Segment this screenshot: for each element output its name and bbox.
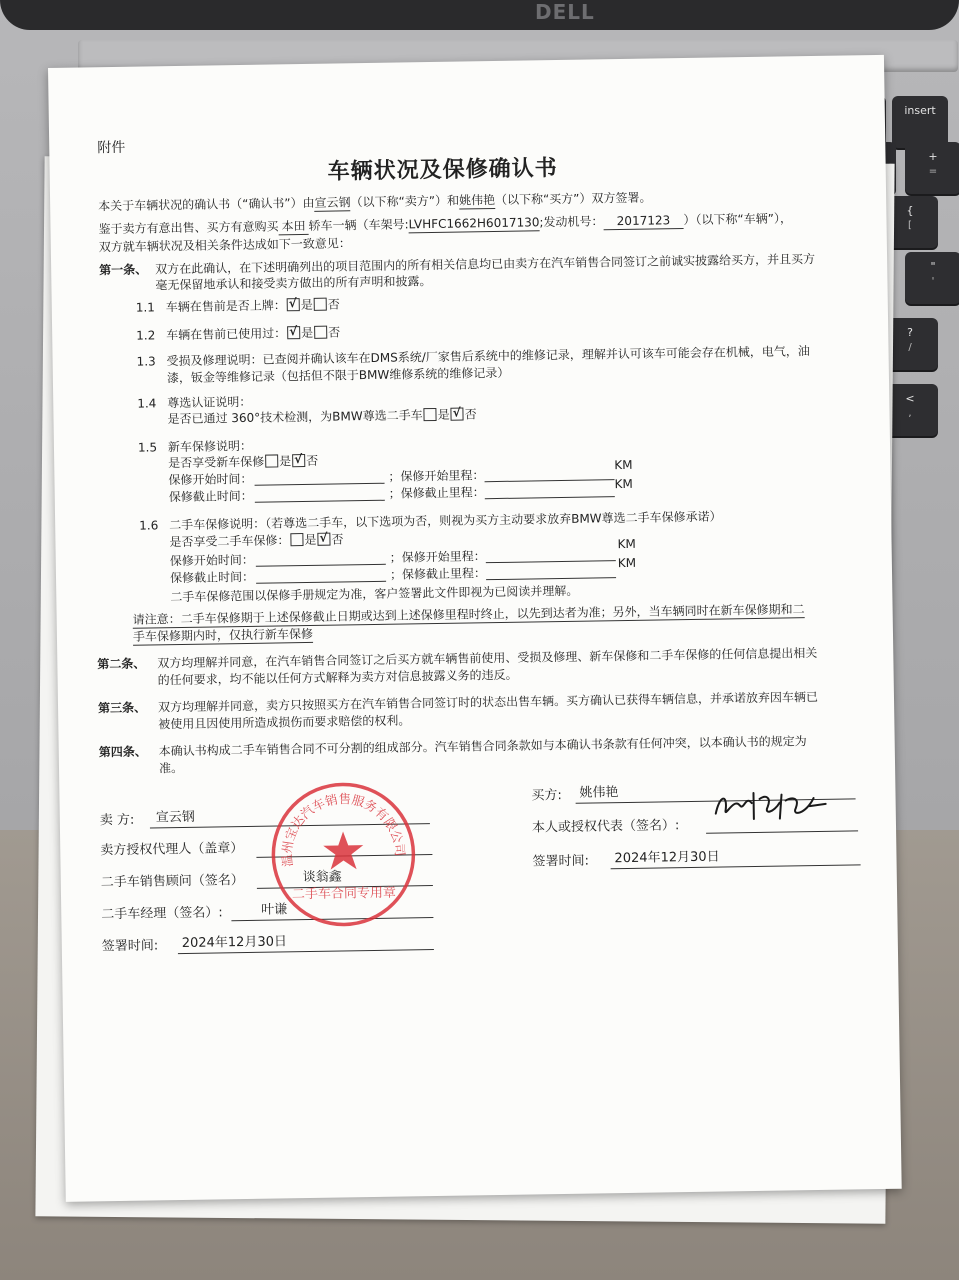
used-warranty-yes-checkbox[interactable]: [290, 533, 303, 546]
article-1-text-2: 毫无保留地承认和接受卖方做出的所有声明和披露。: [155, 274, 432, 293]
key-slash[interactable]: ? /: [882, 318, 938, 370]
rep-sign-label: 本人或授权代表（签名）:: [531, 818, 680, 836]
manager-sign-label: 二手车经理（签名）:: [101, 905, 223, 923]
item-1-3-no: 1.3: [136, 354, 156, 369]
seller-name-field: 宣云钢: [314, 195, 351, 210]
item-1-6-b: 是否享受二手车保修： 是√ 否: [169, 532, 343, 550]
new-end-time-label: 保修截止时间：: [168, 488, 253, 505]
article-1-text-1: 双方在此确认，在下述明确列出的项目范围内的所有相关信息均已由卖方在汽车销售合同签订之前诚实披露给买方，并且买方: [155, 251, 816, 277]
buyer-name-field: 姚伟艳: [458, 192, 496, 208]
item-1-6-c: 二手车保修范围以保修手册规定为准，客户签署此文件即视为已阅读并理解。: [170, 583, 579, 605]
laptop-brand-logo: DELL: [535, 0, 595, 24]
registered-no-checkbox[interactable]: [314, 298, 327, 311]
screen-bezel: [0, 0, 959, 30]
used-end-km-label: 保修截止里程：: [401, 566, 487, 582]
separator: ；: [389, 550, 402, 565]
seal-subtitle: 二手车合同专用章: [291, 885, 397, 903]
used-no-checkbox[interactable]: [314, 326, 327, 339]
used-start-time-line: [256, 564, 386, 567]
seal-company-name: 温州宝达汽车销售服务有限公司: [279, 791, 408, 868]
item-1-5-b: 是否享受新车保修 是√ 否: [168, 454, 318, 471]
km-unit: KM: [617, 555, 637, 571]
article-2-b: 的任何要求，均不能以任何方式解释为卖方对信息披露义务的违反。: [157, 667, 518, 688]
separator: ；: [388, 469, 401, 484]
item-1-1-no: 1.1: [135, 300, 155, 315]
certified-yes-checkbox[interactable]: [424, 408, 437, 421]
new-warranty-yes-checkbox[interactable]: [265, 454, 278, 467]
new-end-km-label: 保修截止里程：: [400, 485, 485, 501]
item-1-6-a: 二手车保修说明：（若尊选二手车，以下选项为否，则视为买方主动要求放弃BMW尊选二手车保修承诺）: [169, 509, 722, 533]
item-1-1: 车辆在售前是否上牌：√ 是 否: [166, 297, 340, 315]
rep-sign-line: [706, 830, 858, 833]
km-unit: KM: [614, 457, 633, 473]
article-2-label: 第二条、: [97, 656, 146, 672]
used-start-km-line: [486, 560, 616, 563]
used-yes-checkbox[interactable]: [287, 326, 300, 339]
new-start-time-label: 保修开始时间：: [168, 471, 253, 488]
used-start-time-label: 保修开始时间：: [169, 552, 254, 569]
certified-no-checkbox[interactable]: [451, 408, 464, 421]
article-3-a: 双方均理解并同意，卖方只按照买方在汽车销售合同签订时的状态出售车辆。买方确认已获得车辆信息，并承诺放弃因车辆已: [157, 689, 819, 715]
engine-no-field: 2017123: [603, 213, 683, 230]
km-unit: KM: [617, 536, 636, 552]
key-bracket[interactable]: { [: [882, 196, 938, 248]
buyer-date: 2024年12月30日: [614, 849, 720, 867]
item-1-2-no: 1.2: [136, 328, 156, 343]
key-comma[interactable]: < ,: [882, 384, 938, 436]
buyer-sign-name: 姚伟艳: [579, 785, 619, 801]
seller-sign-label: 卖 方:: [99, 812, 135, 829]
key-quote[interactable]: " ': [905, 252, 959, 304]
item-1-2: 车辆在售前已使用过：√ 是 否: [166, 325, 340, 343]
km-unit: KM: [614, 476, 633, 492]
intro-line-2: 鉴于卖方有意出售、买方有意购买 本田 轿车一辆（车架号:LVHFC1662H6017130;发动机号： 2017123 ）（以下称“车辆”），: [98, 211, 793, 237]
note-b: 手车保修期内时，仅执行新车保修: [132, 626, 314, 644]
article-4-a: 本确认书构成二手车销售合同不可分割的组成部分。汽车销售合同条款如与本确认书条款有任何冲突，以本确认书的规定为: [158, 734, 807, 759]
seller-date: 2024年12月30日: [181, 934, 288, 952]
key-insert[interactable]: insert: [892, 96, 948, 148]
registered-yes-checkbox[interactable]: [287, 298, 300, 311]
seller-sign-name: 宣云钢: [155, 809, 195, 826]
article-1-label: 第一条、: [99, 262, 148, 278]
buyer-sign-label: 买方:: [531, 788, 562, 804]
item-1-4-no: 1.4: [137, 396, 157, 411]
agent-sign-label: 卖方授权代理人（盖章）: [100, 841, 244, 859]
seller-date-label: 签署时间:: [101, 938, 159, 955]
item-1-5-a: 新车保修说明：: [167, 438, 253, 455]
buyer-date-label: 签署时间:: [532, 853, 590, 870]
item-1-3-b: 漆，钣金等维修记录（包括但不限于BMW维修系统的维修记录）: [166, 365, 510, 386]
article-4-b: 准。: [158, 760, 184, 776]
seal-star-icon: [323, 831, 364, 870]
brand-field: 本田: [278, 219, 308, 235]
key-plus[interactable]: + =: [905, 142, 959, 194]
used-end-km-line: [486, 577, 616, 580]
document-title: 车辆状况及保修确认书: [327, 156, 558, 185]
intro-line-1: 本关于车辆状况的确认书（“确认书”）由宣云钢（以下称“卖方”）和姚伟艳（以下称“买方”）双方签署。: [98, 190, 652, 214]
article-2-a: 双方均理解并同意，在汽车销售合同签订之后买方就车辆售前使用、受损及修理、新车保修和二手车保修的任何信息提出相关: [157, 645, 818, 671]
new-end-km-line: [485, 496, 615, 499]
buyer-handwritten-signature: [709, 784, 830, 826]
used-end-time-line: [256, 581, 386, 584]
new-start-km-label: 保修开始里程：: [400, 468, 485, 484]
item-1-4-b: 是否已通过 360°技术检测，为BMW尊选二手车 是√ 否: [167, 407, 476, 427]
used-start-km-label: 保修开始里程：: [401, 549, 486, 565]
used-end-time-label: 保修截止时间：: [169, 569, 255, 586]
new-end-time-line: [255, 500, 385, 503]
separator: ；: [389, 567, 403, 582]
intro-line-3: 双方就车辆状况及相关条件达成如下一致意见：: [98, 236, 351, 255]
article-3-b: 被使用且因使用所造成损伤而要求赔偿的权利。: [158, 713, 411, 732]
company-seal-stamp: [267, 778, 419, 930]
separator: ；: [388, 486, 401, 501]
article-4-label: 第四条、: [98, 744, 147, 760]
note-a: 请注意：二手车保修期于上述保修截止日期或达到上述保修里程时终止，以先到达者为准；另外，当车辆同时在新车保修期和二: [132, 602, 805, 627]
consultant-sign-label: 二手车销售顾问（签名）: [100, 873, 244, 891]
article-3-label: 第三条、: [97, 700, 147, 716]
new-warranty-no-checkbox[interactable]: [292, 454, 305, 467]
consultant-sign-name: 谈翁鑫: [302, 869, 342, 886]
item-1-6-no: 1.6: [139, 518, 159, 533]
new-start-time-line: [255, 483, 385, 486]
new-start-km-line: [485, 479, 615, 482]
item-1-5-no: 1.5: [137, 440, 158, 455]
item-1-4-a: 尊选认证说明：: [167, 394, 252, 411]
used-warranty-no-checkbox[interactable]: [317, 533, 330, 546]
document-page: [48, 55, 902, 1202]
item-1-3-a: 受损及修理说明：已查阅并确认该车在DMS系统/厂家售后系统中的维修记录，理解并认可该车可能会存在机械，电气，油: [166, 344, 810, 369]
vin-field: LVHFC1662H6017130: [408, 215, 540, 232]
manager-sign-name: 叶谦: [261, 902, 288, 918]
attachment-label: 附件: [97, 139, 126, 157]
